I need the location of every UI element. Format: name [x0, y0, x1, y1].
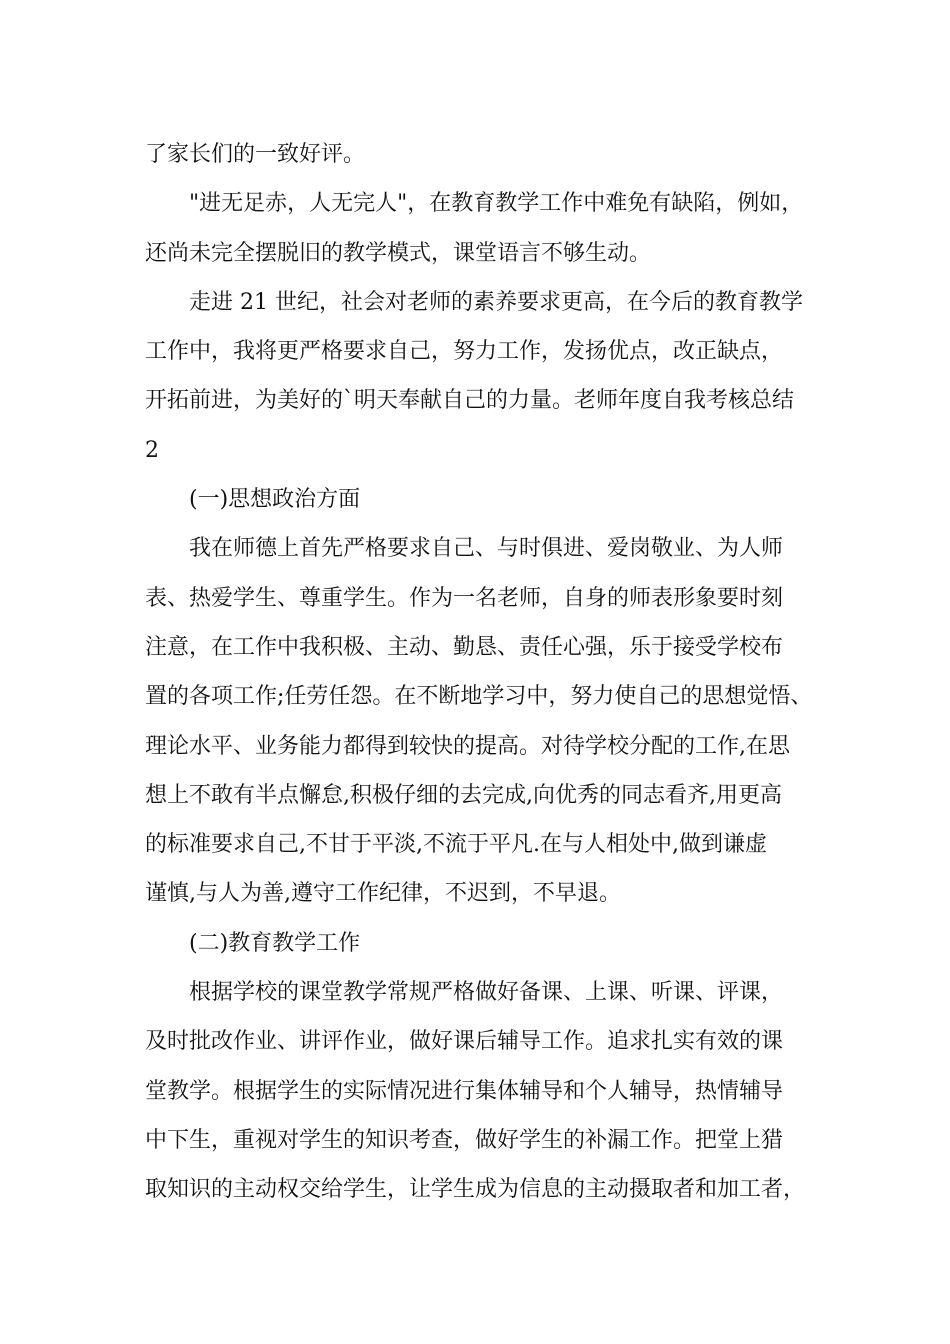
text-line: 工作中，我将更严格要求自己，努力工作，发扬优点，改正缺点， [145, 339, 784, 365]
text-line: 想上不敢有半点懈怠,积极仔细的去完成,向优秀的同志看齐,用更高 [145, 782, 782, 808]
text-line: (一)思想政治方面 [189, 487, 361, 513]
text-line: 的标准要求自己,不甘于平淡,不流于平凡.在与人相处中,做到谦虚 [145, 832, 767, 858]
text-line: 还尚未完全摆脱旧的教学模式，课堂语言不够生动。 [145, 240, 652, 266]
text-line: 2 [145, 437, 159, 463]
text-line: 表、热爱学生、尊重学生。作为一名老师，自身的师表形象要时刻 [145, 585, 784, 611]
text-line: 中下生，重视对学生的知识考查，做好学生的补漏工作。把堂上猎 [145, 1127, 784, 1153]
text-line: (二)教育教学工作 [189, 930, 361, 956]
text-line: 谨慎,与人为善,遵守工作纪律，不迟到，不早退。 [145, 881, 621, 907]
text-line: 我在师德上首先严格要求自己、与时俱进、爱岗敬业、为人师 [189, 536, 784, 562]
text-line: 置的各项工作;任劳任怨。在不断地学习中，努力使自己的思想觉悟、 [145, 684, 813, 710]
text-line: "进无足赤，人无完人"，在教育教学工作中难免有缺陷，例如， [189, 191, 804, 217]
text-line: 注意，在工作中我积极、主动、勤恳、责任心强，乐于接受学校布 [145, 634, 784, 660]
text-line: 及时批改作业、讲评作业，做好课后辅导工作。追求扎实有效的课 [145, 1029, 784, 1055]
text-line: 开拓前进，为美好的`明天奉献自己的力量。老师年度自我考核总结 [145, 388, 795, 414]
text-line: 理论水平、业务能力都得到较快的提高。对待学校分配的工作,在思 [145, 733, 790, 759]
document-body [145, 130, 835, 1215]
text-line: 走进 21 世纪，社会对老师的素养要求更高，在今后的教育教学 [189, 289, 803, 315]
text-line: 取知识的主动权交给学生，让学生成为信息的主动摄取者和加工者， [145, 1177, 806, 1203]
text-line: 堂教学。根据学生的实际情况进行集体辅导和个人辅导，热情辅导 [145, 1078, 784, 1104]
text-line: 了家长们的一致好评。 [145, 142, 366, 167]
text-line: 根据学校的课堂教学常规严格做好备课、上课、听课、评课， [189, 980, 784, 1006]
